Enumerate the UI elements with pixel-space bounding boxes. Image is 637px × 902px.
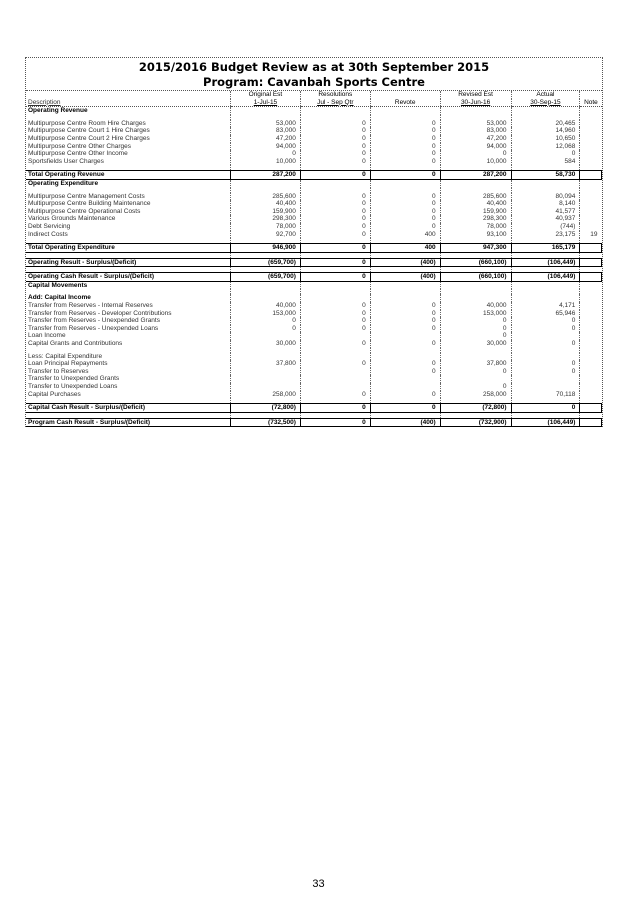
row-value: 0 [511, 317, 580, 325]
row-value: 0 [370, 360, 440, 368]
row-value: 30,000 [231, 340, 301, 348]
row-label: Multipurpose Centre Other Charges [28, 142, 131, 150]
row-value: 258,000 [231, 391, 301, 399]
row-value: 83,000 [231, 127, 301, 135]
row-label: Operating Result - Surplus/(Deficit) [26, 258, 231, 267]
row-value: 0 [300, 200, 370, 208]
program-cash-result-row [26, 418, 602, 427]
row-value: 70,118 [511, 391, 580, 399]
row-value: 0 [370, 310, 440, 318]
row-value: 0 [370, 368, 440, 376]
row-value [370, 383, 440, 391]
row-value [580, 150, 602, 158]
row-value: 58,730 [511, 171, 580, 180]
row-value [231, 368, 301, 376]
row-value: 0 [370, 193, 440, 201]
row-value [580, 353, 602, 361]
table-row [26, 135, 602, 143]
row-value: 0 [440, 368, 511, 376]
row-label: Sportsfields User Charges [28, 157, 104, 165]
row-value: 12,068 [511, 143, 580, 151]
row-value [511, 353, 580, 361]
row-value [580, 215, 602, 223]
row-value: 0 [231, 317, 301, 325]
row-value [580, 273, 602, 282]
table-row [26, 120, 602, 128]
row-value: 287,200 [440, 171, 511, 180]
table-row [26, 317, 602, 325]
row-value [580, 171, 602, 180]
row-value: 0 [300, 158, 370, 166]
row-value: 0 [300, 317, 370, 325]
row-label: Multipurpose Centre Court 1 Hire Charges [28, 127, 150, 135]
row-value: 0 [370, 143, 440, 151]
row-value: 0 [511, 340, 580, 348]
row-value: 159,900 [440, 208, 511, 216]
row-value [300, 332, 370, 340]
report-title: 2015/2016 Budget Review as at 30th September 2015 [138, 60, 490, 74]
table-row [26, 310, 602, 318]
capital-income-heading [26, 294, 602, 302]
table-row [26, 208, 602, 216]
row-label: Capital Cash Result - Surplus/(Deficit) [26, 404, 231, 413]
operating-result-row [26, 258, 602, 267]
row-value: 47,200 [440, 135, 511, 143]
table-row [26, 340, 602, 348]
row-value: 0 [440, 383, 511, 391]
row-value: 0 [370, 223, 440, 231]
row-value: 0 [370, 200, 440, 208]
row-value: 0 [370, 340, 440, 348]
row-value: 0 [300, 404, 370, 413]
row-value: (659,700) [231, 273, 301, 282]
row-value [231, 353, 301, 361]
row-label: Indirect Costs [28, 230, 68, 238]
col-note: Note [580, 99, 602, 107]
row-value: 78,000 [440, 223, 511, 231]
table-row [26, 375, 602, 383]
row-value [580, 208, 602, 216]
row-value: 37,800 [231, 360, 301, 368]
row-value: 37,800 [440, 360, 511, 368]
row-value: 400 [370, 231, 440, 239]
row-label: Multipurpose Centre Building Maintenance [28, 200, 151, 208]
row-value: 0 [511, 368, 580, 376]
row-value [580, 418, 602, 427]
row-value: 0 [300, 258, 370, 267]
row-value [580, 258, 602, 267]
row-value [580, 317, 602, 325]
table-row [26, 325, 602, 333]
row-value: 80,094 [511, 193, 580, 201]
table-row [26, 143, 602, 151]
row-value [440, 375, 511, 383]
row-value: 258,000 [440, 391, 511, 399]
row-value: (106,449) [511, 258, 580, 267]
row-value: 0 [370, 317, 440, 325]
row-value: 10,000 [231, 158, 301, 166]
row-value: 0 [511, 404, 580, 413]
row-value: 0 [300, 135, 370, 143]
row-label: Multipurpose Centre Court 2 Hire Charges [28, 134, 150, 142]
table-row [26, 360, 602, 368]
table-row [26, 223, 602, 231]
row-label: Transfer from Reserves - Internal Reserves [28, 302, 153, 310]
row-value [511, 375, 580, 383]
row-value [580, 340, 602, 348]
row-value: 584 [511, 158, 580, 166]
col-revised-date: 30-Jun-16 [440, 99, 511, 107]
row-value [580, 310, 602, 318]
row-value: 23,175 [511, 231, 580, 239]
row-value [580, 143, 602, 151]
table-row [26, 383, 602, 391]
row-value: 0 [300, 302, 370, 310]
row-value: 0 [370, 120, 440, 128]
section-heading: Operating Revenue [28, 107, 88, 115]
row-value: 0 [300, 127, 370, 135]
row-label: Multipurpose Centre Management Costs [28, 192, 145, 200]
row-value [300, 368, 370, 376]
row-value: 10,650 [511, 135, 580, 143]
row-value: 0 [440, 332, 511, 340]
table-row [26, 200, 602, 208]
row-value [580, 360, 602, 368]
row-value: 40,000 [440, 302, 511, 310]
row-value: 53,000 [231, 120, 301, 128]
row-value: 0 [370, 158, 440, 166]
row-label: Transfer from Reserves - Developer Contributions [28, 309, 172, 317]
col-description: Description [26, 99, 231, 107]
row-label: Various Grounds Maintenance [28, 215, 116, 223]
row-value: 0 [370, 127, 440, 135]
operating-expenditure-heading [26, 179, 602, 187]
table-row [26, 193, 602, 201]
capital-movements-heading [26, 281, 602, 289]
row-value: 285,600 [231, 193, 301, 201]
row-value: 0 [300, 391, 370, 399]
col-actual-date: 30-Sep-15 [511, 99, 580, 107]
row-value [580, 158, 602, 166]
table-row [26, 158, 602, 166]
budget-sheet [25, 57, 603, 427]
row-value [511, 332, 580, 340]
row-value: 0 [370, 171, 440, 180]
row-value: 40,937 [511, 215, 580, 223]
blank-row [26, 353, 602, 361]
row-label: Multipurpose Centre Room Hire Charges [28, 119, 146, 127]
row-value: 78,000 [231, 223, 301, 231]
row-value: 19 [580, 231, 602, 239]
operating-revenue-heading [26, 107, 602, 115]
row-value: (660,100) [440, 273, 511, 282]
row-value [580, 223, 602, 231]
row-value [580, 193, 602, 201]
row-value: 0 [300, 310, 370, 318]
row-value: 30,000 [440, 340, 511, 348]
row-value: 0 [370, 135, 440, 143]
row-value: 8,140 [511, 200, 580, 208]
row-label: Multipurpose Centre Operational Costs [28, 207, 141, 215]
row-value [580, 135, 602, 143]
row-value: 0 [300, 143, 370, 151]
row-value: 0 [370, 325, 440, 333]
row-value: (744) [511, 223, 580, 231]
row-label: Operating Cash Result - Surplus/(Deficit) [26, 273, 231, 282]
row-value [580, 368, 602, 376]
row-value: (732,900) [440, 418, 511, 427]
row-value [231, 383, 301, 391]
table-row [26, 231, 602, 239]
row-value [231, 375, 301, 383]
row-value: 0 [440, 325, 511, 333]
section-heading: Capital Movements [26, 281, 231, 289]
row-value: 0 [440, 317, 511, 325]
row-value: (659,700) [231, 258, 301, 267]
row-value: 14,960 [511, 127, 580, 135]
capital-cash-result-row [26, 404, 602, 413]
row-value [580, 375, 602, 383]
row-label: Transfer from Reserves - Unexpended Grants [28, 317, 160, 325]
row-label: Capital Purchases [28, 390, 81, 398]
row-value [580, 391, 602, 399]
row-value: 0 [231, 325, 301, 333]
row-value: (660,100) [440, 258, 511, 267]
row-label: Capital Grants and Contributions [28, 340, 123, 348]
col-revote: Revote [370, 99, 440, 107]
program-title: Program: Cavanbah Sports Centre [26, 75, 602, 91]
row-value: (72,800) [440, 404, 511, 413]
row-label: Total Operating Revenue [26, 171, 231, 180]
row-label: Debt Servicing [28, 222, 71, 230]
row-value [370, 353, 440, 361]
row-value: 0 [511, 360, 580, 368]
row-value: (732,500) [231, 418, 301, 427]
total-operating-revenue-row [26, 171, 602, 180]
row-value: 159,900 [231, 208, 301, 216]
row-value: 93,100 [440, 231, 511, 239]
row-value: 287,200 [231, 171, 301, 180]
row-value: 0 [300, 244, 370, 253]
row-label: Transfer from Reserves - Unexpended Loans [28, 324, 159, 332]
row-value: 285,600 [440, 193, 511, 201]
row-value: 47,200 [231, 135, 301, 143]
col-original-est: Original Est [231, 91, 301, 99]
row-value: 0 [300, 231, 370, 239]
operating-cash-result-row [26, 273, 602, 282]
col-revised-est: Revised Est [440, 91, 511, 99]
row-value: 0 [300, 360, 370, 368]
row-value: 0 [370, 302, 440, 310]
col-resolutions-period: Jul - Sep Qtr [300, 99, 370, 107]
row-value [370, 332, 440, 340]
row-value: 0 [440, 150, 511, 158]
row-value: 94,000 [440, 143, 511, 151]
row-value: (106,449) [511, 418, 580, 427]
row-value: 65,946 [511, 310, 580, 318]
row-value: 298,300 [440, 215, 511, 223]
row-value: 0 [370, 391, 440, 399]
row-label: Transfer to Unexpended Grants [28, 375, 120, 383]
row-value: 0 [300, 340, 370, 348]
row-value: 0 [370, 150, 440, 158]
row-value: 0 [300, 120, 370, 128]
table-row [26, 215, 602, 223]
row-value: 0 [300, 418, 370, 427]
table-row [26, 302, 602, 310]
row-label: Transfer to Unexpended Loans [28, 383, 118, 390]
row-value: 53,000 [440, 120, 511, 128]
row-value: 40,400 [231, 200, 301, 208]
row-label: Multipurpose Centre Other Income [28, 150, 128, 158]
capital-expenditure-heading: Less: Capital Expenditure [28, 352, 103, 360]
row-value: 165,179 [511, 244, 580, 253]
col-actual: Actual [511, 91, 580, 99]
row-value [580, 120, 602, 128]
row-value: 153,000 [231, 310, 301, 318]
row-value [580, 325, 602, 333]
row-value: 0 [511, 325, 580, 333]
row-value: 0 [231, 150, 301, 158]
row-value [580, 244, 602, 253]
row-value: 40,400 [440, 200, 511, 208]
table-row [26, 391, 602, 399]
row-value: 153,000 [440, 310, 511, 318]
row-value: 0 [300, 193, 370, 201]
col-original-date: 1-Jul-15 [231, 99, 301, 107]
row-label: Total Operating Expenditure [26, 244, 231, 253]
col-resolutions: Resolutions [300, 91, 370, 99]
table-row [26, 127, 602, 135]
row-value [580, 200, 602, 208]
page-number: 33 [312, 878, 325, 890]
row-value: 41,577 [511, 208, 580, 216]
row-value: 0 [300, 150, 370, 158]
row-value [231, 332, 301, 340]
row-value: 947,300 [440, 244, 511, 253]
row-value [370, 375, 440, 383]
row-value: 83,000 [440, 127, 511, 135]
row-value: 298,300 [231, 215, 301, 223]
row-value: (400) [370, 258, 440, 267]
row-value: (72,800) [231, 404, 301, 413]
total-operating-expenditure-row [26, 244, 602, 253]
row-value [580, 302, 602, 310]
row-value [300, 353, 370, 361]
row-value: 0 [300, 273, 370, 282]
row-value [580, 332, 602, 340]
row-value: 0 [370, 404, 440, 413]
row-value [580, 127, 602, 135]
row-label: Transfer to Reserves [28, 367, 89, 375]
row-label: Loan Principal Repayments [28, 360, 108, 368]
row-value: 0 [300, 215, 370, 223]
table-row [26, 368, 602, 376]
row-value [300, 383, 370, 391]
section-heading: Add: Capital Income [28, 294, 91, 302]
row-value [580, 383, 602, 391]
row-label: Program Cash Result - Surplus/(Deficit) [26, 418, 231, 427]
row-value [300, 375, 370, 383]
header-row-2 [26, 99, 602, 107]
row-value: 0 [300, 325, 370, 333]
header-row-1 [26, 91, 602, 99]
row-value: 94,000 [231, 143, 301, 151]
row-value: (400) [370, 418, 440, 427]
row-value: 4,171 [511, 302, 580, 310]
section-heading: Operating Expenditure [28, 179, 99, 187]
table-row [26, 332, 602, 340]
row-value: 946,900 [231, 244, 301, 253]
row-value: 0 [511, 150, 580, 158]
row-value [580, 404, 602, 413]
row-value: 10,000 [440, 158, 511, 166]
budget-table [26, 91, 602, 427]
row-value: 0 [300, 223, 370, 231]
row-value: (106,449) [511, 273, 580, 282]
row-value: 0 [300, 208, 370, 216]
row-value [440, 353, 511, 361]
row-label: Loan Income [28, 332, 66, 340]
row-value: 0 [370, 215, 440, 223]
row-value: 92,700 [231, 231, 301, 239]
row-value: 0 [370, 208, 440, 216]
table-row [26, 150, 602, 158]
row-value [511, 383, 580, 391]
row-value: (400) [370, 273, 440, 282]
row-value: 400 [370, 244, 440, 253]
row-value: 20,465 [511, 120, 580, 128]
row-value: 40,000 [231, 302, 301, 310]
row-value: 0 [300, 171, 370, 180]
